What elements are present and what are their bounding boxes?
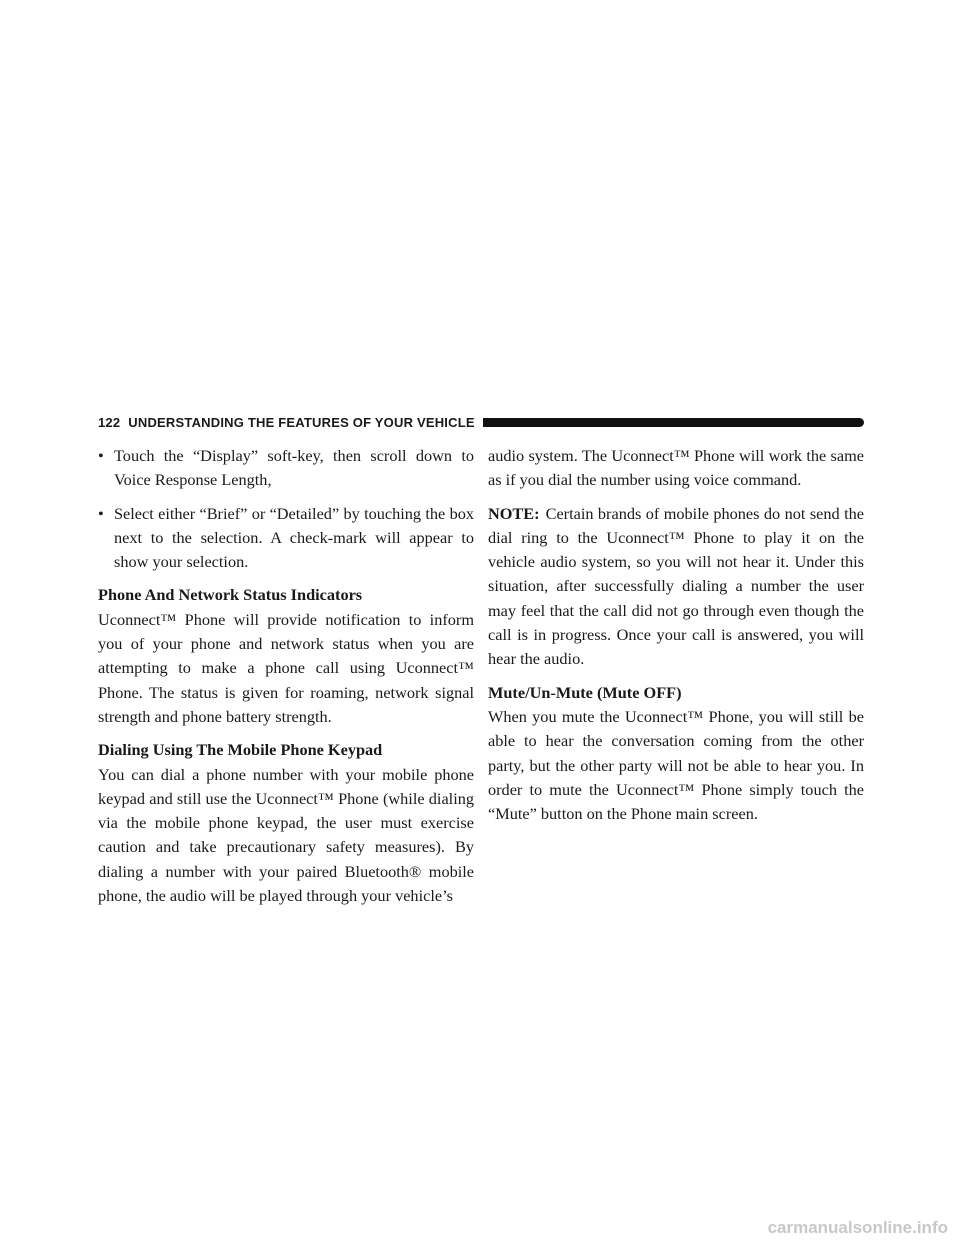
bullet-text: Touch the “Display” soft-key, then scroll down to Voice Response Length,	[114, 446, 474, 490]
section-title: UNDERSTANDING THE FEATURES OF YOUR VEHICLE	[128, 414, 475, 430]
bullet-text: Select either “Brief” or “Detailed” by touching the box next to the selection. A check-mark will appear to show your selection.	[114, 503, 474, 572]
section-heading-mute: Mute/Un-Mute (Mute OFF)	[488, 682, 682, 702]
bullet-icon: •	[98, 503, 104, 523]
bullet-item	[98, 502, 474, 575]
note-label: NOTE:	[488, 503, 540, 523]
left-column	[98, 444, 474, 917]
section-body-mute: When you mute the Uconnect™ Phone, you will still be able to hear the conversation coming from the other party, but the other party will not be able to hear you. In order to mute the Uconnect™ Phone simply touch the “Mute” button on the Phone main screen.	[488, 706, 864, 824]
watermark: carmanualsonline.info	[767, 1218, 948, 1237]
page-header	[98, 413, 864, 431]
note-paragraph	[488, 502, 864, 672]
right-column	[488, 444, 864, 835]
section-body-status-indicators: Uconnect™ Phone will provide notification to inform you of your phone and network status when you are attempting to make a phone call using Uconnect™ Phone. The status is given for roaming, network signal strength and phone battery strength.	[98, 609, 474, 726]
note-body: Certain brands of mobile phones do not send the dial ring to the Uconnect™ Phone to play it on the vehicle audio system, so you will not hear it. Under this situation, after successfully dialing a number the user may feel that the call did not go through even though the call is in progress. Once your call is answered, you will hear the audio.	[488, 503, 864, 669]
section-heading-keypad-dialing: Dialing Using The Mobile Phone Keypad	[98, 740, 383, 760]
bullet-icon: •	[98, 446, 104, 465]
page-number: 122	[98, 414, 121, 430]
continued-paragraph: audio system. The Uconnect™ Phone will work the same as if you dial the number using voice command.	[488, 446, 864, 490]
section-body-keypad-dialing: You can dial a phone number with your mobile phone keypad and still use the Uconnect™ Phone (while dialing via the mobile phone keypad, the user must exercise caution and take precautionary safety measures). By dialing a number with your paired Bluetooth® mobile phone, the audio will be played through your vehicle’s	[98, 764, 474, 906]
header-rule	[483, 418, 864, 427]
section-heading-status-indicators: Phone And Network Status Indicators	[98, 585, 363, 605]
bullet-item	[98, 444, 474, 493]
